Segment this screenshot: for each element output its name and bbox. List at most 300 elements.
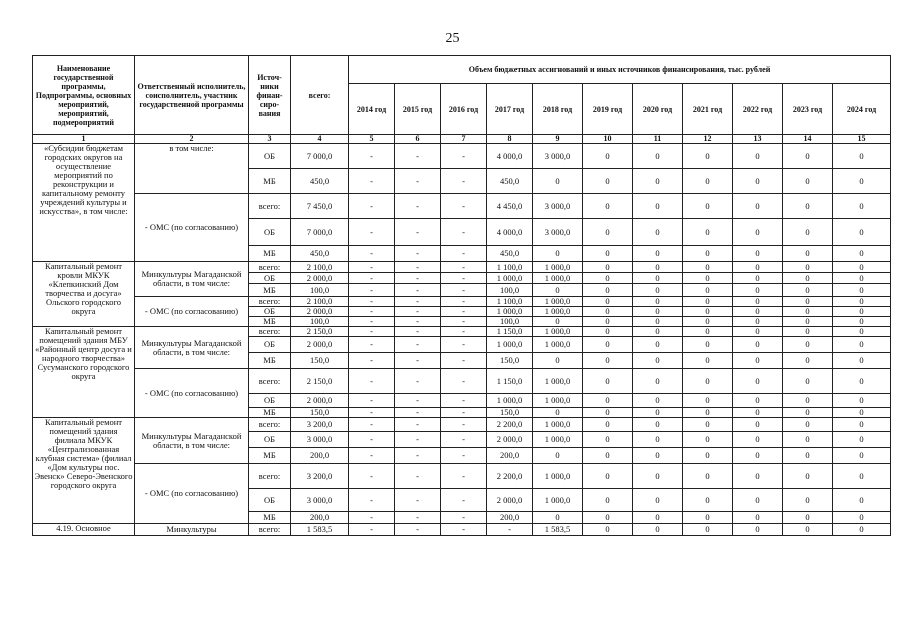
year-value-cell: 0 [783,284,833,297]
year-value-cell: - [395,307,441,317]
year-value-cell: 0 [683,512,733,524]
year-value-cell: 1 000,0 [533,297,583,307]
year-value-cell: - [395,169,441,194]
year-value-cell: - [349,464,395,489]
year-value-cell: 0 [683,464,733,489]
year-value-cell: 0 [833,408,891,418]
source-cell: ОБ [249,489,291,512]
year-value-cell: 0 [833,353,891,369]
year-value-cell: 0 [583,418,633,432]
year-value-cell: 0 [683,194,733,219]
year-value-cell: 0 [733,524,783,536]
year-value-cell: - [441,512,487,524]
table-header [33,56,891,144]
year-value-cell: 0 [683,284,733,297]
column-index: 13 [733,135,783,144]
year-value-cell: 0 [733,353,783,369]
year-value-cell: 0 [833,246,891,262]
year-value-cell: 0 [633,317,683,327]
year-value-cell: 0 [783,353,833,369]
year-value-cell: - [441,262,487,273]
year-value-cell: - [395,408,441,418]
year-value-cell: 0 [833,273,891,284]
year-value-cell: 0 [533,284,583,297]
year-value-cell: 100,0 [487,317,533,327]
total-cell: 100,0 [291,317,349,327]
year-value-cell: 0 [833,524,891,536]
source-cell: ОБ [249,432,291,448]
program-name: Капитальный ремонт помещений здания филиала МКУК «Централизованная клубная система» (филиал «Дом культуры пос. Эвенск» Северо-Эвенского городского округа [33,418,135,524]
year-value-cell: - [441,307,487,317]
year-value-cell: 0 [583,144,633,169]
year-value-cell: 0 [633,273,683,284]
year-value-cell: 0 [733,327,783,337]
year-value-cell: - [349,524,395,536]
header-program: Наименование государственной программы, Подпрограммы, основных мероприятий, мероприятий, подмероприятий [33,56,135,135]
year-value-cell: 0 [733,219,783,246]
total-cell: 150,0 [291,408,349,418]
header-year: 2017 год [487,84,533,135]
year-value-cell: - [349,418,395,432]
header-year: 2024 год [833,84,891,135]
year-value-cell: - [395,524,441,536]
table-row [33,464,891,489]
year-value-cell: 0 [583,512,633,524]
year-value-cell: 0 [833,432,891,448]
year-value-cell: 0 [833,169,891,194]
year-value-cell: 0 [733,432,783,448]
year-value-cell: - [349,353,395,369]
source-cell: ОБ [249,219,291,246]
year-value-cell: - [395,512,441,524]
year-value-cell: 0 [533,448,583,464]
table-row [33,194,891,219]
year-value-cell: 0 [783,432,833,448]
year-value-cell: 0 [683,273,733,284]
year-value-cell: 0 [833,489,891,512]
executor-cell: Минкультуры [135,524,249,536]
year-value-cell: - [395,317,441,327]
source-cell: МБ [249,284,291,297]
header-year: 2018 год [533,84,583,135]
table-row [33,524,891,536]
year-value-cell: 1 000,0 [533,489,583,512]
year-value-cell: 0 [583,524,633,536]
year-value-cell: - [441,353,487,369]
total-cell: 7 000,0 [291,219,349,246]
year-value-cell: 1 100,0 [487,297,533,307]
column-index: 10 [583,135,633,144]
executor-cell: Минкультуры Магаданской области, в том числе: [135,262,249,297]
executor-cell: - ОМС (по согласованию) [135,464,249,524]
column-index: 1 [33,135,135,144]
year-value-cell: 0 [683,297,733,307]
total-cell: 7 450,0 [291,194,349,219]
year-value-cell: 0 [633,337,683,353]
year-value-cell: 0 [783,408,833,418]
year-value-cell: - [349,394,395,408]
program-name: «Субсидии бюджетам городских округов на осуществление мероприятий по реконструкции и капитальному ремонту учреждений культуры и искусства», в том числе: [33,144,135,262]
year-value-cell: 0 [783,262,833,273]
year-value-cell: 0 [783,273,833,284]
year-value-cell: - [395,194,441,219]
year-value-cell: - [349,194,395,219]
year-value-cell: 0 [683,408,733,418]
year-value-cell: 0 [633,512,683,524]
year-value-cell: 0 [733,169,783,194]
source-cell: всего: [249,369,291,394]
year-value-cell: 0 [533,408,583,418]
year-value-cell: 1 000,0 [533,327,583,337]
year-value-cell: 0 [733,418,783,432]
year-value-cell: 0 [633,353,683,369]
year-value-cell: 1 000,0 [533,369,583,394]
total-cell: 200,0 [291,512,349,524]
year-value-cell: 0 [833,144,891,169]
column-index: 14 [783,135,833,144]
year-value-cell: 0 [683,524,733,536]
year-value-cell: 0 [583,317,633,327]
year-value-cell: 0 [583,284,633,297]
year-value-cell: - [441,219,487,246]
source-cell: МБ [249,353,291,369]
year-value-cell: - [349,307,395,317]
year-value-cell: 0 [833,194,891,219]
year-value-cell: - [441,489,487,512]
year-value-cell: 0 [583,448,633,464]
program-name: Капитальный ремонт помещений здания МБУ «Районный центр досуга и народного творчества» Сусуманского городского округа [33,327,135,418]
year-value-cell: 0 [833,369,891,394]
table-row [33,369,891,394]
year-value-cell: 0 [633,432,683,448]
year-value-cell: 1 000,0 [487,273,533,284]
year-value-cell: 0 [683,369,733,394]
year-value-cell: 0 [783,327,833,337]
year-value-cell: 0 [683,219,733,246]
year-value-cell: - [349,337,395,353]
header-year: 2023 год [783,84,833,135]
year-value-cell: 0 [583,246,633,262]
year-value-cell: 0 [683,432,733,448]
year-value-cell: 0 [633,369,683,394]
source-cell: МБ [249,317,291,327]
year-value-cell: - [441,246,487,262]
total-cell: 3 000,0 [291,432,349,448]
year-value-cell: 0 [733,246,783,262]
total-cell: 1 583,5 [291,524,349,536]
total-cell: 2 150,0 [291,369,349,394]
program-name: Капитальный ремонт кровли МКУК «Клепкинский Дом творчества и досуга» Ольского городского округа [33,262,135,327]
header-year: 2022 год [733,84,783,135]
year-value-cell: - [395,418,441,432]
year-value-cell: 1 583,5 [533,524,583,536]
year-value-cell: - [441,418,487,432]
table-row [33,144,891,169]
year-value-cell: 0 [783,246,833,262]
year-value-cell: 0 [683,144,733,169]
year-value-cell: 0 [783,307,833,317]
year-value-cell: - [441,169,487,194]
year-value-cell: 0 [583,262,633,273]
total-cell: 150,0 [291,353,349,369]
source-cell: всего: [249,262,291,273]
column-index: 7 [441,135,487,144]
year-value-cell: 4 450,0 [487,194,533,219]
year-value-cell: - [395,448,441,464]
total-cell: 100,0 [291,284,349,297]
source-cell: ОБ [249,144,291,169]
year-value-cell: 0 [633,489,683,512]
column-index: 11 [633,135,683,144]
year-value-cell: 0 [633,327,683,337]
year-value-cell: 0 [583,337,633,353]
year-value-cell: 0 [633,262,683,273]
year-value-cell: 150,0 [487,408,533,418]
year-value-cell: 0 [733,448,783,464]
header-year: 2015 год [395,84,441,135]
header-year: 2014 год [349,84,395,135]
year-value-cell: 2 200,0 [487,464,533,489]
year-value-cell: - [487,524,533,536]
year-value-cell: - [349,317,395,327]
year-value-cell: 0 [533,246,583,262]
year-value-cell: 200,0 [487,512,533,524]
year-value-cell: 0 [733,464,783,489]
total-cell: 2 150,0 [291,327,349,337]
year-value-cell: - [441,337,487,353]
executor-cell: - ОМС (по согласованию) [135,297,249,327]
column-index: 3 [249,135,291,144]
year-value-cell: 0 [633,418,683,432]
year-value-cell: 0 [633,297,683,307]
year-value-cell: 0 [783,512,833,524]
table-body [33,144,891,536]
year-value-cell: 0 [833,284,891,297]
header-executor: Ответственный исполнитель, соисполнитель, участник государственной программы [135,56,249,135]
year-value-cell: 0 [683,394,733,408]
year-value-cell: 0 [683,337,733,353]
year-value-cell: - [441,297,487,307]
executor-cell: Минкультуры Магаданской области, в том числе: [135,418,249,464]
source-cell: всего: [249,297,291,307]
year-value-cell: - [441,273,487,284]
year-value-cell: - [349,284,395,297]
header-financing-group: Объем бюджетных ассигнований и иных источников финансирования, тыс. рублей [349,56,891,84]
year-value-cell: 0 [583,369,633,394]
year-value-cell: 0 [833,394,891,408]
year-value-cell: - [441,284,487,297]
executor-cell: Минкультуры Магаданской области, в том числе: [135,327,249,369]
source-cell: МБ [249,169,291,194]
source-cell: МБ [249,512,291,524]
year-value-cell: 0 [683,327,733,337]
year-value-cell: 1 150,0 [487,327,533,337]
year-value-cell: 0 [683,169,733,194]
year-value-cell: 0 [583,169,633,194]
total-cell: 2 100,0 [291,262,349,273]
year-value-cell: 0 [583,194,633,219]
year-value-cell: 0 [583,327,633,337]
year-value-cell: 0 [783,464,833,489]
year-value-cell: 0 [733,297,783,307]
year-value-cell: 0 [583,464,633,489]
year-value-cell: 0 [633,194,683,219]
year-value-cell: 1 000,0 [487,394,533,408]
header-source: Источ-ники финан-сиро-вания [249,56,291,135]
year-value-cell: 0 [583,273,633,284]
year-value-cell: 0 [683,353,733,369]
year-value-cell: - [395,144,441,169]
year-value-cell: 0 [583,353,633,369]
year-value-cell: 2 200,0 [487,418,533,432]
source-cell: МБ [249,448,291,464]
year-value-cell: 0 [633,307,683,317]
year-value-cell: - [349,273,395,284]
year-value-cell: 0 [733,394,783,408]
total-cell: 450,0 [291,246,349,262]
table-row [33,327,891,337]
year-value-cell: 4 000,0 [487,219,533,246]
year-value-cell: 0 [583,219,633,246]
year-value-cell: - [349,246,395,262]
year-value-cell: 4 000,0 [487,144,533,169]
year-value-cell: 2 000,0 [487,489,533,512]
year-value-cell: - [395,464,441,489]
executor-cell: - ОМС (по согласованию) [135,194,249,262]
year-value-cell: 0 [633,524,683,536]
year-value-cell: 0 [733,512,783,524]
year-value-cell: - [441,369,487,394]
total-cell: 2 000,0 [291,337,349,353]
year-value-cell: 0 [783,317,833,327]
year-value-cell: 0 [533,512,583,524]
source-cell: всего: [249,418,291,432]
column-index: 8 [487,135,533,144]
source-cell: МБ [249,408,291,418]
year-value-cell: - [441,408,487,418]
year-value-cell: 0 [733,317,783,327]
year-value-cell: 0 [633,464,683,489]
year-value-cell: 1 000,0 [533,262,583,273]
year-value-cell: 3 000,0 [533,219,583,246]
year-value-cell: 0 [633,284,683,297]
year-value-cell: 0 [583,489,633,512]
year-value-cell: 0 [833,307,891,317]
year-value-cell: 0 [783,369,833,394]
year-value-cell: 0 [633,169,683,194]
year-value-cell: 0 [733,284,783,297]
year-value-cell: 0 [683,307,733,317]
year-value-cell: 1 000,0 [487,307,533,317]
source-cell: всего: [249,327,291,337]
year-value-cell: - [395,337,441,353]
budget-table [32,55,891,536]
year-value-cell: 0 [833,262,891,273]
header-year: 2020 год [633,84,683,135]
year-value-cell: 0 [733,408,783,418]
year-value-cell: 0 [533,353,583,369]
year-value-cell: - [441,317,487,327]
year-value-cell: 450,0 [487,246,533,262]
column-index: 12 [683,135,733,144]
year-value-cell: 0 [783,297,833,307]
year-value-cell: 0 [833,317,891,327]
year-value-cell: 0 [683,246,733,262]
year-value-cell: 0 [733,337,783,353]
year-value-cell: 0 [583,408,633,418]
year-value-cell: 0 [633,448,683,464]
source-cell: всего: [249,464,291,489]
year-value-cell: 0 [833,297,891,307]
year-value-cell: 0 [733,144,783,169]
year-value-cell: - [349,144,395,169]
year-value-cell: - [395,489,441,512]
year-value-cell: - [349,297,395,307]
year-value-cell: - [395,394,441,408]
page-number: 25 [445,31,460,46]
year-value-cell: 0 [583,394,633,408]
year-value-cell: 0 [733,489,783,512]
source-cell: ОБ [249,307,291,317]
year-value-cell: 0 [633,219,683,246]
source-cell: ОБ [249,394,291,408]
year-value-cell: - [441,464,487,489]
year-value-cell: - [349,432,395,448]
year-value-cell: 0 [683,418,733,432]
table-row [33,297,891,307]
year-value-cell: 0 [683,489,733,512]
year-value-cell: 0 [833,464,891,489]
year-value-cell: 1 000,0 [533,307,583,317]
column-index: 9 [533,135,583,144]
year-value-cell: 0 [783,394,833,408]
year-value-cell: 0 [733,262,783,273]
column-index: 4 [291,135,349,144]
executor-cell: в том числе: [135,144,249,194]
year-value-cell: 0 [783,418,833,432]
year-value-cell: 1 000,0 [533,432,583,448]
year-value-cell: 0 [833,448,891,464]
year-value-cell: 1 000,0 [533,394,583,408]
year-value-cell: - [349,408,395,418]
total-cell: 450,0 [291,169,349,194]
year-value-cell: - [395,353,441,369]
year-value-cell: 1 150,0 [487,369,533,394]
year-value-cell: 3 000,0 [533,194,583,219]
year-value-cell: 0 [583,297,633,307]
year-value-cell: - [395,246,441,262]
year-value-cell: 0 [683,317,733,327]
year-value-cell: 100,0 [487,284,533,297]
year-value-cell: 1 000,0 [533,273,583,284]
source-cell: МБ [249,246,291,262]
year-value-cell: - [395,284,441,297]
year-value-cell: 3 000,0 [533,144,583,169]
column-index: 5 [349,135,395,144]
year-value-cell: - [395,327,441,337]
year-value-cell: 0 [533,169,583,194]
year-value-cell: 0 [633,144,683,169]
year-value-cell: 0 [733,194,783,219]
year-value-cell: 1 000,0 [533,337,583,353]
year-value-cell: 0 [633,394,683,408]
year-value-cell: 0 [733,307,783,317]
year-value-cell: - [395,432,441,448]
total-cell: 7 000,0 [291,144,349,169]
year-value-cell: 0 [783,169,833,194]
year-value-cell: 0 [783,144,833,169]
year-value-cell: 0 [783,194,833,219]
